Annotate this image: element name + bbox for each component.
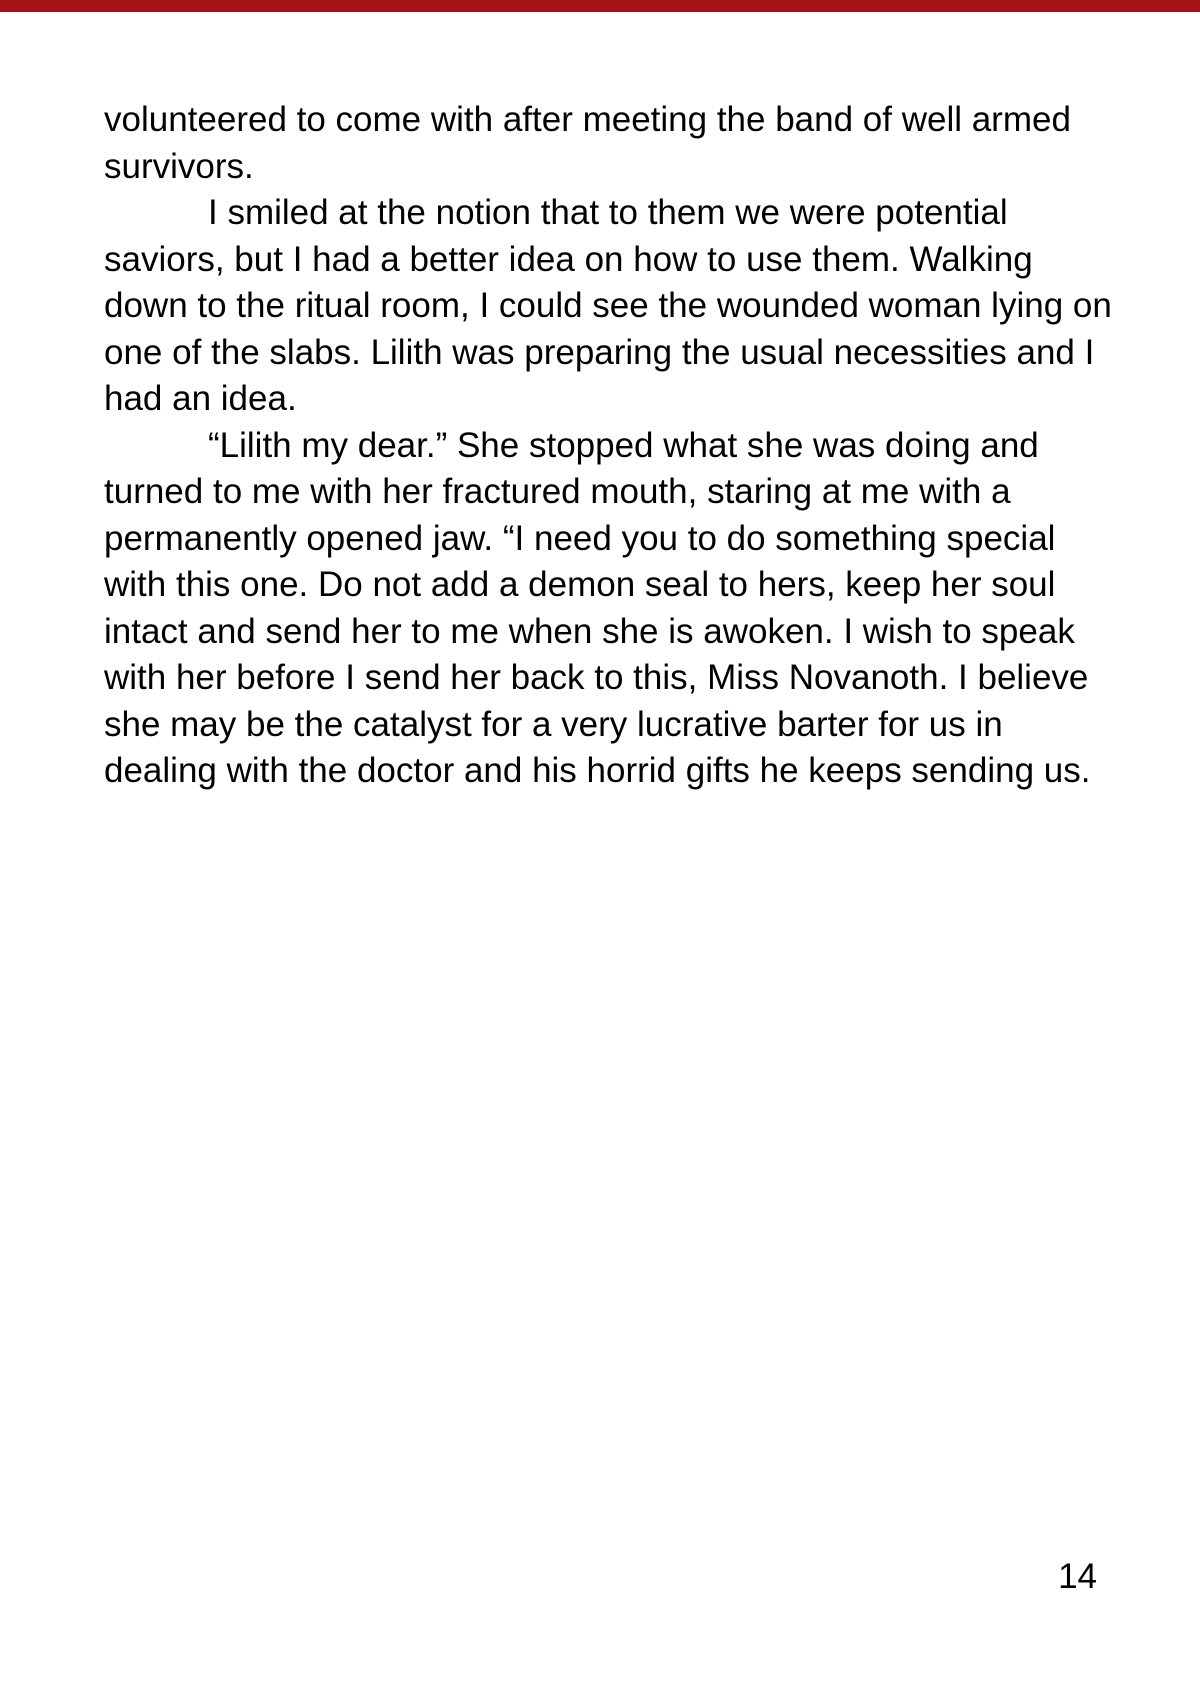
text-line: with her before I send her back to this, Miss Novanoth. I believe — [104, 658, 1089, 697]
text-line: “Lilith my dear.” She stopped what she was doing and — [208, 425, 1039, 465]
text-line: she may be the catalyst for a very lucrative barter for us in — [104, 704, 1003, 744]
text-line: intact and send her to me when she is awoken. I wish to speak — [104, 611, 1075, 651]
text-line: volunteered to come with after meeting the band of well armed — [104, 100, 1071, 139]
document-text — [104, 97, 1116, 795]
text-line: turned to me with her fractured mouth, staring at me with a — [104, 472, 1011, 511]
paragraph — [104, 97, 1116, 190]
text-line: permanently opened jaw. “I need you to do something special — [104, 518, 1056, 558]
top-accent-bar — [0, 0, 1200, 12]
paragraph — [104, 190, 1116, 423]
text-line: I smiled at the notion that to them we were potential — [208, 193, 1008, 232]
text-line: saviors, but I had a better idea on how to use them. Walking — [104, 239, 1033, 279]
text-line: dealing with the doctor and his horrid gifts he keeps sending us. — [104, 751, 1091, 790]
text-line: survivors. — [104, 146, 254, 186]
text-line: down to the ritual room, I could see the wounded woman lying on — [104, 286, 1112, 325]
text-line: with this one. Do not add a demon seal to hers, keep her soul — [104, 565, 1056, 604]
text-line: one of the slabs. Lilith was preparing the usual necessities and I — [104, 332, 1095, 372]
page-number: 14 — [1058, 1557, 1097, 1596]
text-line: had an idea. — [104, 379, 297, 418]
paragraph — [104, 423, 1116, 795]
